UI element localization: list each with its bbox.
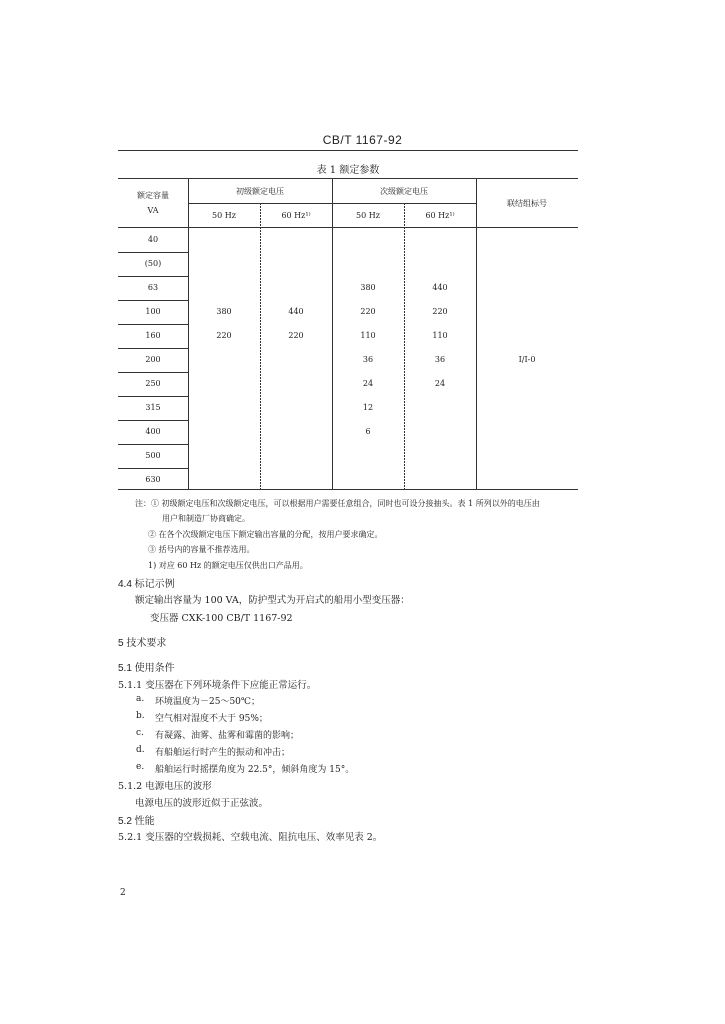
condition-b-label: b. bbox=[136, 711, 145, 721]
table-title: 表 1 额定参数 bbox=[316, 165, 380, 176]
primary-60hz-cell: 220 bbox=[288, 331, 304, 340]
section-4-4-heading: 4.4 标记示例 bbox=[118, 579, 175, 590]
header-primary-voltage: 初级额定电压 bbox=[236, 187, 284, 196]
section-5-1-1-heading: 5.1.1 变压器在下列环境条件下应能正常运行。 bbox=[118, 680, 317, 691]
capacity-cell: 315 bbox=[145, 403, 161, 412]
header-capacity-unit: VA bbox=[147, 206, 159, 215]
header-rule bbox=[118, 150, 578, 151]
section-5-2-1-text: 5.2.1 变压器的空载损耗、空载电流、阻抗电压、效率见表 2。 bbox=[118, 832, 383, 843]
secondary-50hz-cell: 6 bbox=[365, 427, 371, 436]
capacity-cell: 250 bbox=[145, 379, 161, 388]
secondary-50hz-cell: 220 bbox=[360, 307, 376, 316]
header-secondary-60hz: 60 Hz¹⁾ bbox=[425, 211, 455, 220]
condition-e-text: 船舶运行时摇摆角度为 22.5°，倾斜角度为 15°。 bbox=[155, 765, 355, 775]
secondary-50hz-cell: 36 bbox=[362, 355, 374, 364]
capacity-cell: 200 bbox=[145, 355, 161, 364]
header-primary-60hz: 60 Hz¹⁾ bbox=[281, 211, 311, 220]
secondary-60hz-cell: 440 bbox=[432, 283, 448, 292]
secondary-50hz-cell: 12 bbox=[362, 403, 374, 412]
capacity-cell: 63 bbox=[147, 283, 159, 292]
capacity-cell: 500 bbox=[145, 451, 161, 460]
header-secondary-voltage: 次级额定电压 bbox=[380, 187, 428, 196]
rated-parameters-table bbox=[118, 178, 578, 490]
secondary-50hz-cell: 110 bbox=[360, 331, 376, 340]
table-note-2: ② 在各个次级额定电压下额定输出容量的分配，按用户要求确定。 bbox=[148, 530, 383, 539]
capacity-cell: 630 bbox=[145, 475, 161, 484]
secondary-50hz-cell: 24 bbox=[362, 379, 374, 388]
condition-d-label: d. bbox=[136, 745, 145, 755]
section-5-1-heading: 5.1 使用条件 bbox=[118, 663, 175, 674]
capacity-cell: 160 bbox=[145, 331, 161, 340]
primary-50hz-cell: 220 bbox=[216, 331, 232, 340]
document-code: CB/T 1167-92 bbox=[322, 133, 403, 147]
page-number: 2 bbox=[120, 888, 126, 898]
header-connection-group: 联结组标号 bbox=[507, 199, 547, 208]
condition-c-label: c. bbox=[136, 728, 144, 738]
table-note-1: 注：① 初级额定电压和次级额定电压，可以根据用户需要任意组合，同时也可设分接抽头。表 1 所列以外的电压由 bbox=[135, 499, 540, 508]
marking-example-code: 变压器 CXK-100 CB/T 1167-92 bbox=[150, 613, 293, 624]
secondary-60hz-cell: 110 bbox=[432, 331, 448, 340]
header-secondary-50hz: 50 Hz bbox=[356, 211, 380, 220]
table-footnote-1: 1) 对应 60 Hz 的额定电压仅供出口产品用。 bbox=[148, 561, 308, 570]
condition-c-text: 有凝露、油雾、盐雾和霉菌的影响； bbox=[155, 731, 300, 741]
section-5-2-heading: 5.2 性能 bbox=[118, 816, 155, 827]
header-primary-50hz: 50 Hz bbox=[212, 211, 236, 220]
primary-60hz-cell: 440 bbox=[288, 307, 304, 316]
table-note-3: ③ 括号内的容量不推荐选用。 bbox=[148, 545, 255, 554]
connection-group-cell: I/I-0 bbox=[518, 355, 536, 364]
table-note-1-cont: 用户和制造厂协商确定。 bbox=[162, 514, 250, 523]
condition-a-label: a. bbox=[136, 694, 145, 704]
primary-50hz-cell: 380 bbox=[216, 307, 232, 316]
condition-e-label: e. bbox=[136, 762, 145, 772]
secondary-50hz-cell: 380 bbox=[360, 283, 376, 292]
condition-d-text: 有船舶运行时产生的振动和冲击； bbox=[155, 748, 291, 758]
section-5-1-2-heading: 5.1.2 电源电压的波形 bbox=[118, 781, 212, 792]
condition-a-text: 环境温度为－25～50℃； bbox=[155, 697, 260, 707]
secondary-60hz-cell: 220 bbox=[432, 307, 448, 316]
marking-example-text: 额定输出容量为 100 VA，防护型式为开启式的船用小型变压器： bbox=[135, 595, 410, 606]
condition-b-text: 空气相对湿度不大于 95%； bbox=[155, 714, 268, 724]
capacity-cell: (50) bbox=[144, 259, 162, 268]
section-5-heading: 5 技术要求 bbox=[118, 638, 167, 649]
section-5-1-2-text: 电源电压的波形近似于正弦波。 bbox=[135, 798, 269, 809]
secondary-60hz-cell: 36 bbox=[434, 355, 446, 364]
capacity-cell: 100 bbox=[145, 307, 161, 316]
secondary-60hz-cell: 24 bbox=[434, 379, 446, 388]
capacity-cell: 400 bbox=[145, 427, 161, 436]
header-capacity: 额定容量 bbox=[137, 191, 169, 200]
capacity-cell: 40 bbox=[147, 235, 159, 244]
